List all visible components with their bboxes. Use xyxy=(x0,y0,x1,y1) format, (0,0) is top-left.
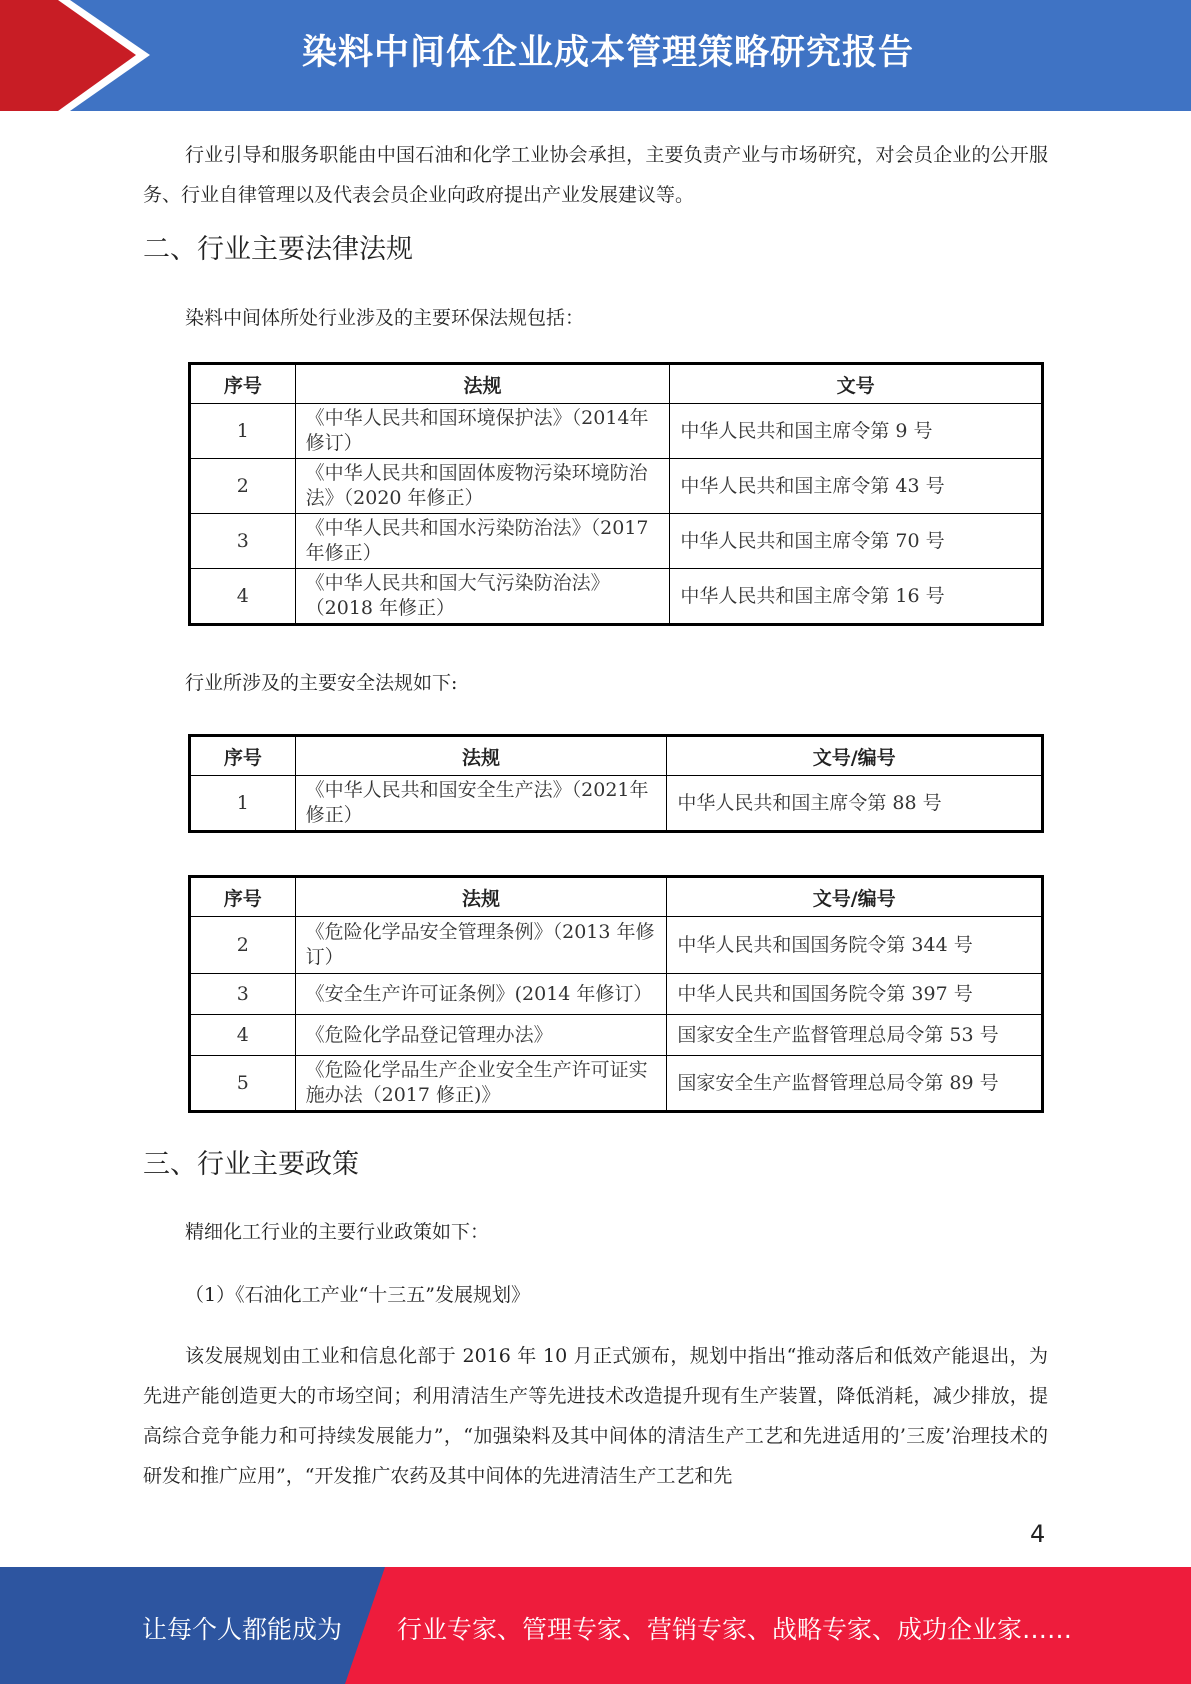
page-number: 4 xyxy=(1030,1520,1046,1548)
safety-regulations-table-1 xyxy=(188,734,1044,833)
row-seq: 2 xyxy=(190,459,296,514)
col-header-law: 法规 xyxy=(295,736,667,776)
row-seq: 1 xyxy=(190,404,296,459)
col-header-law: 法规 xyxy=(295,364,670,404)
col-header-docno: 文号 xyxy=(670,364,1043,404)
row-seq: 4 xyxy=(190,569,296,625)
table-header-row xyxy=(190,736,1043,776)
table-row xyxy=(190,514,1043,569)
row-docno: 国家安全生产监督管理总局令第 53 号 xyxy=(667,1015,1043,1056)
table-row xyxy=(190,569,1043,625)
row-seq: 3 xyxy=(190,974,296,1015)
env-regulations-lead: 染料中间体所处行业涉及的主要环保法规包括： xyxy=(185,307,585,329)
row-law: 《中华人民共和国水污染防治法》（2017 年修正） xyxy=(295,514,670,569)
safety-regulations-table-2 xyxy=(188,875,1044,1113)
row-seq: 4 xyxy=(190,1015,296,1056)
row-docno: 国家安全生产监督管理总局令第 89 号 xyxy=(667,1056,1043,1112)
row-docno: 中华人民共和国国务院令第 344 号 xyxy=(667,917,1043,974)
row-docno: 中华人民共和国主席令第 16 号 xyxy=(670,569,1043,625)
row-docno: 中华人民共和国主席令第 70 号 xyxy=(670,514,1043,569)
row-law: 《危险化学品登记管理办法》 xyxy=(295,1015,667,1056)
row-seq: 1 xyxy=(190,776,296,832)
row-law: 《安全生产许可证条例》(2014 年修订） xyxy=(295,974,667,1015)
policy-lead: 精细化工行业的主要行业政策如下： xyxy=(185,1221,490,1243)
row-seq: 3 xyxy=(190,514,296,569)
table-header-row xyxy=(190,877,1043,917)
col-header-seq: 序号 xyxy=(190,364,296,404)
env-regulations-table xyxy=(188,362,1044,626)
row-docno: 中华人民共和国主席令第 88 号 xyxy=(667,776,1043,832)
table-row xyxy=(190,1056,1043,1112)
row-docno: 中华人民共和国主席令第 9 号 xyxy=(670,404,1043,459)
table-row xyxy=(190,776,1043,832)
footer-slogan-right: 行业专家、管理专家、营销专家、战略专家、成功企业家…… xyxy=(397,1615,1073,1644)
section2-heading: 二、行业主要法律法规 xyxy=(143,234,413,265)
row-seq: 5 xyxy=(190,1056,296,1112)
table-row xyxy=(190,459,1043,514)
row-law: 《危险化学品生产企业安全生产许可证实施办法（2017 修正)》 xyxy=(295,1056,667,1112)
row-docno: 中华人民共和国国务院令第 397 号 xyxy=(667,974,1043,1015)
row-docno: 中华人民共和国主席令第 43 号 xyxy=(670,459,1043,514)
table-row xyxy=(190,917,1043,974)
row-law: 《中华人民共和国安全生产法》（2021年修正） xyxy=(295,776,667,832)
col-header-law: 法规 xyxy=(295,877,667,917)
report-title: 染料中间体企业成本管理策略研究报告 xyxy=(301,33,914,73)
col-header-seq: 序号 xyxy=(190,877,296,917)
table-header-row xyxy=(190,364,1043,404)
safety-regulations-lead: 行业所涉及的主要安全法规如下: xyxy=(185,672,458,694)
row-law: 《中华人民共和国大气污染防治法》（2018 年修正） xyxy=(295,569,670,625)
intro-paragraph: 行业引导和服务职能由中国石油和化学工业协会承担，主要负责产业与市场研究，对会员企业的公开服务、行业自律管理以及代表会员企业向政府提出产业发展建议等。 xyxy=(143,144,1048,206)
table-row xyxy=(190,404,1043,459)
row-law: 《中华人民共和国固体废物污染环境防治法》（2020 年修正） xyxy=(295,459,670,514)
table-row xyxy=(190,974,1043,1015)
policy-item-1: （1）《石油化工产业“十三五”发展规划》 xyxy=(185,1284,531,1306)
section3-heading: 三、行业主要政策 xyxy=(143,1149,359,1180)
col-header-docno: 文号/编号 xyxy=(667,877,1043,917)
row-seq: 2 xyxy=(190,917,296,974)
row-law: 《危险化学品安全管理条例》（2013 年修订） xyxy=(295,917,667,974)
col-header-seq: 序号 xyxy=(190,736,296,776)
row-law: 《中华人民共和国环境保护法》（2014年修订） xyxy=(295,404,670,459)
col-header-docno: 文号/编号 xyxy=(667,736,1043,776)
footer-slogan-left: 让每个人都能成为 xyxy=(142,1615,343,1644)
table-row xyxy=(190,1015,1043,1056)
policy-paragraph: 该发展规划由工业和信息化部于 2016 年 10 月正式颁布，规划中指出“推动落后和低效产能退出，为先进产能创造更大的市场空间；利用清洁生产等先进技术改造提升现有生产装置，降低消耗，减少排放，提高综合竞争能力和可持续发展能力”，“加强染料及其中间体的清洁生产工艺和先进适用的’三废’治理技术的研发和推广应用”，“开发推广农药及其中间体的先进清洁生产工艺和先 xyxy=(143,1345,1048,1487)
